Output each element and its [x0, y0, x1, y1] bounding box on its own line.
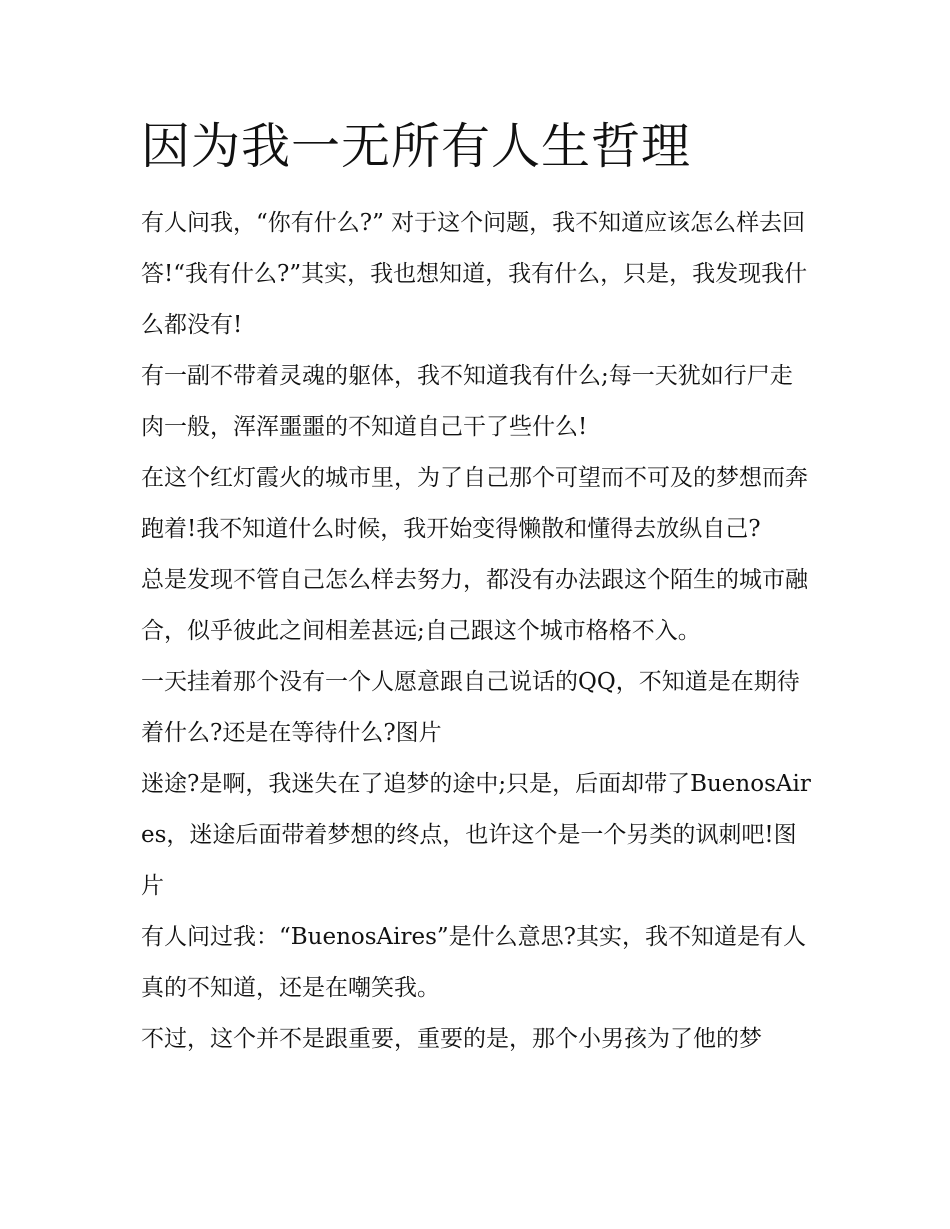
paragraph-6: 迷途?是啊，我迷失在了追梦的途中;只是，后面却带了BuenosAires，迷途后面带着梦想的终点，也许这个是一个另类的讽刺吧!图片 [141, 771, 811, 899]
paragraph-1: 有人问我，“你有什么?” 对于这个问题，我不知道应该怎么样去回答!“我有什么?”其实，我也想知道，我有什么，只是，我发现我什么都没有! [141, 210, 808, 338]
document-page [141, 118, 813, 1065]
paragraph-7: 有人问过我：“BuenosAires”是什么意思?其实，我不知道是有人真的不知道，还是在嘲笑我。 [141, 924, 807, 1001]
paragraph-3: 在这个红灯霞火的城市里，为了自己那个可望而不可及的梦想而奔跑着!我不知道什么时候，我开始变得懒散和懂得去放纵自己? [141, 465, 808, 542]
paragraph-4: 总是发现不管自己怎么样去努力，都没有办法跟这个陌生的城市融合，似乎彼此之间相差甚远;自己跟这个城市格格不入。 [141, 567, 808, 644]
document-body [141, 198, 813, 1065]
document-title: 因为我一无所有人生哲理 [141, 118, 692, 175]
paragraph-8: 不过，这个并不是跟重要，重要的是，那个小男孩为了他的梦 [141, 1026, 762, 1052]
paragraph-5: 一天挂着那个没有一个人愿意跟自己说话的QQ，不知道是在期待着什么?还是在等待什么?图片 [141, 669, 800, 746]
paragraph-2: 有一副不带着灵魂的躯体，我不知道我有什么;每一天犹如行尸走肉一般，浑浑噩噩的不知道自己干了些什么! [141, 363, 793, 440]
